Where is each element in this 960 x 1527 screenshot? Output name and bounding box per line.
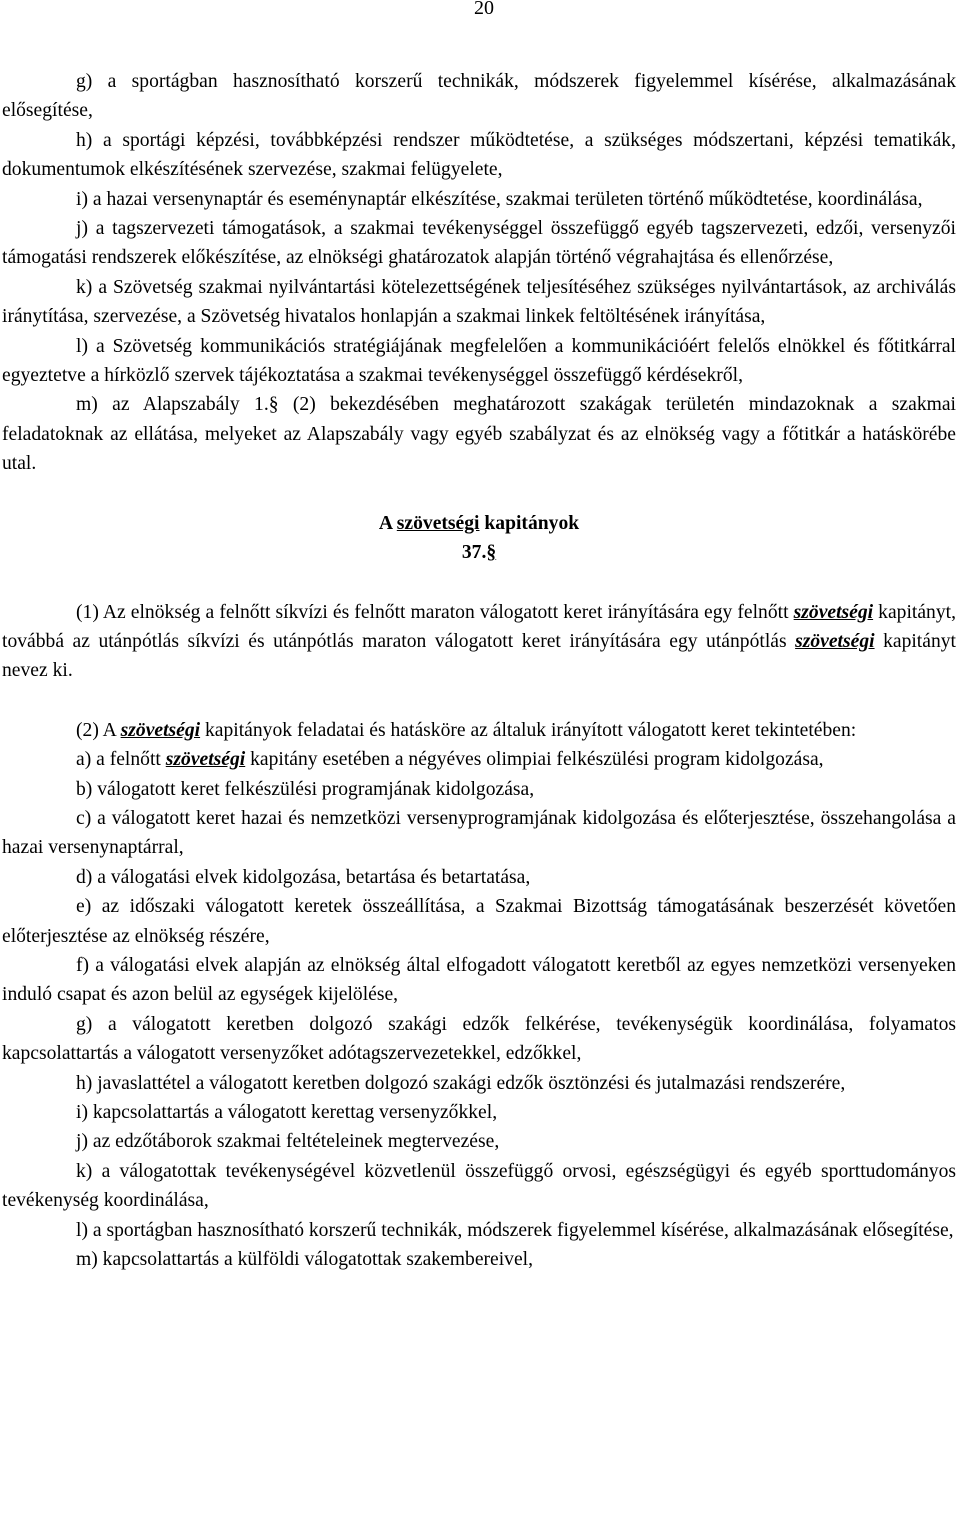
paragraph-2: (2) A szövetségi kapitányok feladatai és hatásköre az általuk irányított válogatott keret tekintetében: (76, 719, 857, 741)
list-item-g: g) a sportágban hasznosítható korszerű technikák, módszerek figyelemmel kísérése, alkalmazásának elősegítése, (2, 71, 956, 122)
list-item-a: a) a felnőtt szövetségi kapitány esetében a négyéves olimpiai felkészülési program kidolgozása, (76, 749, 824, 771)
list-item-k2: k) a válogatottak tevékenységével közvetlenül összefüggő orvosi, egészségügyi és egyéb sporttudományos tevékenység koordinálása, (2, 1160, 956, 1212)
list-item-b: b) válogatott keret felkészülési programjának kidolgozása, (76, 778, 535, 800)
highlighted-word: szövetségi (793, 601, 874, 623)
list-item-l: l) a Szövetség kommunikációs stratégiájának megfelelően a kommunikációért felelős elnökkel és főtitkárral egyeztetve a hírközlő szervek tájékoztatása a szakmai tevékenységgel összefüggő kérdésekről, (2, 335, 956, 387)
paragraph-1: (1) Az elnökség a felnőtt síkvízi és felnőtt maraton válogatott keret irányítására egy felnőtt szövetségi kapitányt, továbbá az utánpótlás síkvízi és utánpótlás maraton válogatott keret irányítására egy utánpótlás szövetségi kapitányt nevez ki. (2, 601, 956, 682)
section-heading: A szövetségi kapitányok (378, 512, 580, 534)
list-item-l2: l) a sportágban hasznosítható korszerű technikák, módszerek figyelemmel kísérése, alkalmazásának elősegítése, (76, 1219, 954, 1241)
list-item-m: m) az Alapszabály 1.§ (2) bekezdésében meghatározott szakágak területén mindazoknak a szakmai feladatoknak az ellátása, melyeket az Alapszabály vagy egyéb szabályzat és az elnökség vagy a főtitkár a hatáskörébe utal. (2, 394, 956, 475)
list-item-j: j) a tagszervezeti támogatások, a szakmai tevékenységgel összefüggő egyéb tagszervezeti, edzői, versenyzői támogatási rendszerek előkészítése, az elnökségi ghatározatok alapján történő végrahajtása és ellenőrzése, (2, 218, 956, 269)
list-item-e: e) az időszaki válogatott keretek összeállítása, a Szakmai Bizottság támogatásának beszerzését követően előterjesztése az elnökség részére, (2, 896, 956, 947)
list-item-g2: g) a válogatott keretben dolgozó szakági edzők felkérése, tevékenységük koordinálása, folyamatos kapcsolattartás a válogatott versenyzőket adótagszervezetekkel, edzőkkel, (2, 1013, 956, 1065)
highlighted-word: szövetségi (795, 630, 875, 652)
list-item-h2: h) javaslattétel a válogatott keretben dolgozó szakági edzők ösztönzési és jutalmazási rendszerére, (76, 1072, 846, 1094)
page-number: 20 (474, 0, 494, 19)
list-item-d: d) a válogatási elvek kidolgozása, betartása és betartatása, (76, 866, 531, 888)
list-item-j2: j) az edzőtáborok szakmai feltételeinek megtervezése, (76, 1131, 500, 1153)
document-body (2, 67, 956, 1274)
list-item-i2: i) kapcsolattartás a válogatott kerettag versenyzőkkel, (76, 1102, 498, 1123)
highlighted-word: szövetségi (120, 719, 201, 741)
list-item-f: f) a válogatási elvek alapján az elnökség által elfogadott válogatott keretből az egyes nemzetközi versenyeken induló csapat és azon belül az egységek kijelölése, (2, 954, 956, 1006)
list-item-c: c) a válogatott keret hazai és nemzetközi versenyprogramjának kidolgozása és előterjesztése, összehangolása a hazai versenynaptárral, (2, 807, 956, 859)
highlighted-word: szövetségi (165, 749, 246, 771)
section-sign: § (486, 542, 497, 564)
section-number: 37.§ (461, 542, 497, 564)
list-item-m2: m) kapcsolattartás a külföldi válogatottak szakembereivel, (76, 1249, 534, 1271)
heading-underlined-word: szövetségi (396, 512, 480, 534)
list-item-i: i) a hazai versenynaptár és eseménynaptár elkészítése, szakmai területen történő működtetése, koordinálása, (76, 188, 923, 210)
list-item-k: k) a Szövetség szakmai nyilvántartási kötelezettségének teljesítéséhez szükséges nyilvántartások, az archiválás iránytítása, szervezése, a Szövetség hivatalos honlapján a szakmai linkek feltöltésének irányítása, (2, 276, 956, 328)
list-item-h: h) a sportági képzési, továbbképzési rendszer működtetése, a szükséges módszertani, képzési tematikák, dokumentumok elkészítésének szervezése, szakmai felügyelete, (2, 129, 956, 181)
